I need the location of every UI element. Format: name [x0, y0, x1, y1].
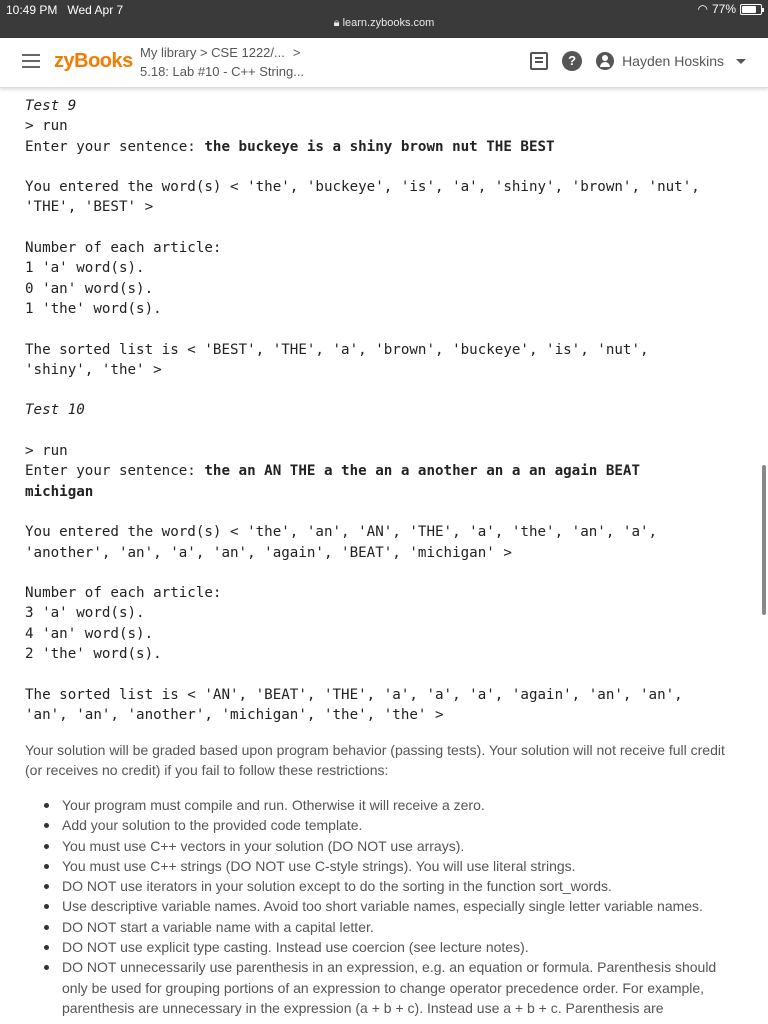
user-name: Hayden Hoskins [622, 53, 724, 69]
user-menu[interactable] [596, 52, 746, 70]
url-bar[interactable]: 🔒︎ learn.zybooks.com [333, 17, 435, 29]
user-input: the buckeye is a shiny brown nut THE BEST [204, 138, 555, 155]
status-bar [0, 0, 768, 38]
menu-icon[interactable] [22, 54, 40, 68]
list-item: You must use C++ strings (DO NOT use C-style strings). You will use literal strings. [44, 856, 744, 876]
app-header [0, 38, 768, 88]
header-actions [530, 51, 746, 71]
user-icon [596, 52, 614, 70]
table-of-contents-icon[interactable] [530, 52, 548, 70]
help-icon[interactable]: ? [562, 51, 582, 71]
list-item: DO NOT unnecessarily use parenthesis in an expression, e.g. an equation or formula. Parenthesis should only be used for grouping portions of an expression to change operator precedence order. For example, parenthesis are unnecessary in the expression (a + b + c). Instead use a + b + c. Parenthesis are [44, 957, 744, 1018]
test-output [25, 96, 745, 725]
list-item: Use descriptive variable names. Avoid too short variable names, especially single letter variable names. [44, 896, 744, 916]
lock-icon: 🔒︎ [333, 17, 340, 29]
chevron-right-icon: > [292, 45, 301, 60]
test-title: Test 9 [25, 98, 77, 114]
breadcrumb-library[interactable]: My library > CSE 1222/... [140, 45, 285, 60]
list-item: You must use C++ vectors in your solution (DO NOT use arrays). [44, 836, 744, 856]
test-9-block: Test 9 > run Enter your sentence: the buckeye is a shiny brown nut THE BEST You entered the word(s) < 'the', 'buckeye', 'is', 'a', 'shiny', 'brown', 'nut', 'THE', 'BEST' > Number of each article: 1 'a' word(s). 0 'an' word(s). 1 'the' word(s). The sorted list is < 'BEST', 'THE', 'a', 'brown', 'buckeye', 'is', 'nut', 'shiny', 'the' > Test 10 > run Enter your sentence: the an AN THE a the an a another an a an again BEAT michigan You entered the word(s) < 'the', 'an', 'AN', 'THE', 'a', 'the', 'an', 'a', 'another', 'an', 'a', 'an', 'again', 'BEAT', 'michigan' > Number of each article: 3 'a' word(s). 4 'an' word(s). 2 'the' word(s). The sorted list is < 'AN', 'BEAT', 'THE', 'a', 'a', 'a', 'again', 'an', 'an', 'an', 'an', 'another', 'michigan', 'the', 'the' > [25, 98, 700, 723]
list-item: Your program must compile and run. Otherwise it will receive a zero. [44, 795, 744, 815]
scrollbar[interactable] [762, 465, 766, 615]
list-item: DO NOT use iterators in your solution except to do the sorting in the function sort_words. [44, 876, 744, 896]
breadcrumb[interactable] [140, 43, 304, 81]
user-input: the an AN THE a the an a another an a an again BEAT [204, 463, 640, 480]
battery-icon [740, 4, 762, 15]
grading-note: Your solution will be graded based upon program behavior (passing tests). Your solution will not receive full credit (or receives no credit) if you fail to follow these restrictions: [25, 742, 725, 779]
status-time: 10:49 PM Wed Apr 7 [6, 3, 124, 17]
test-title: Test 10 [25, 402, 85, 419]
breadcrumb-section[interactable]: 5.18: Lab #10 - C++ String... [140, 64, 305, 79]
battery-percent: 77% [711, 2, 736, 16]
list-item: DO NOT use explicit type casting. Instead use coercion (see lecture notes). [44, 937, 744, 957]
status-right [697, 2, 762, 16]
list-item: Add your solution to the provided code template. [44, 815, 744, 835]
list-item: DO NOT start a variable name with a capital letter. [44, 917, 744, 937]
wifi-icon: ◠ [697, 2, 708, 16]
caret-down-icon [736, 59, 746, 64]
restrictions-list [44, 795, 744, 1018]
zybooks-logo[interactable]: zyBooks [54, 50, 133, 72]
